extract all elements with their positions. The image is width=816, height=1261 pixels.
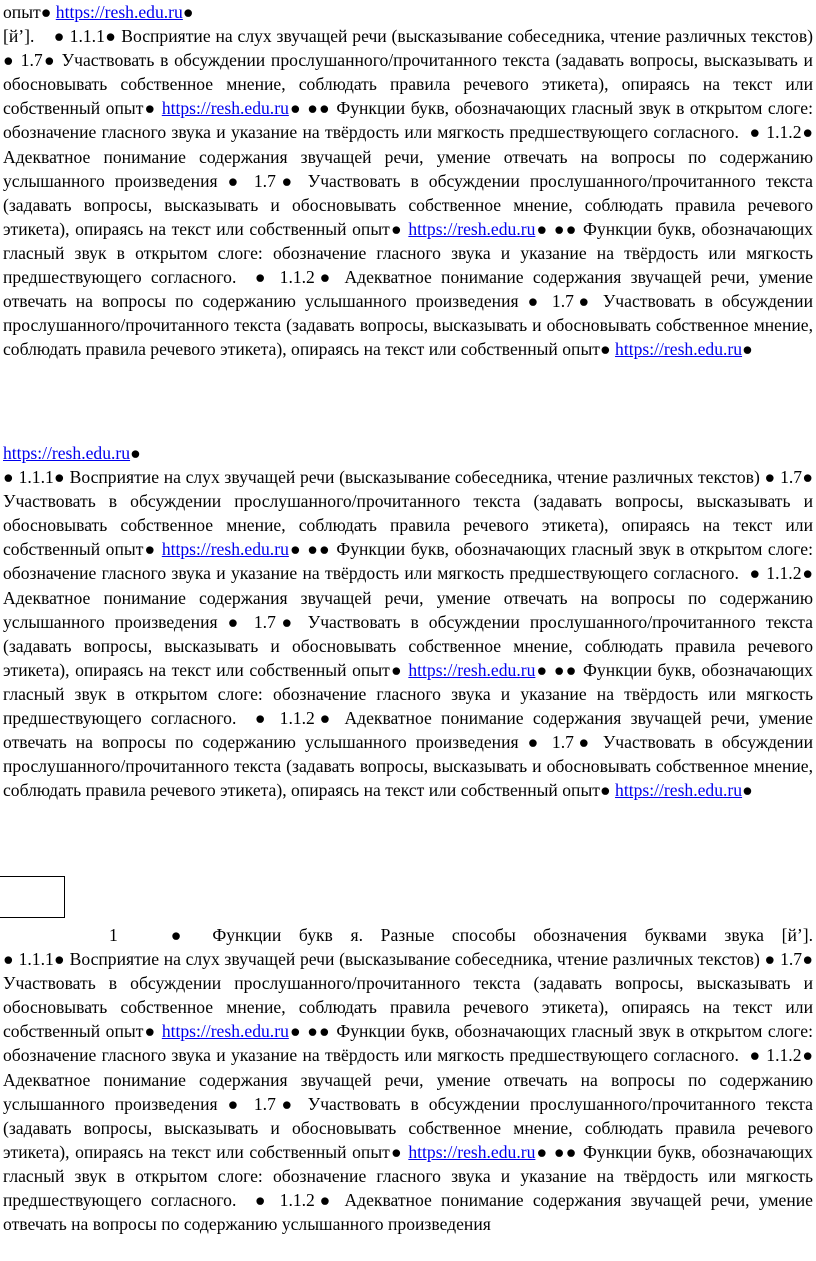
bullet-icon: ●: [749, 122, 761, 143]
bullet-icon: ●: [749, 563, 761, 584]
text-block-bottom: [3, 923, 813, 1236]
bullet-icon: ●: [53, 467, 65, 488]
text: опыт: [105, 1021, 144, 1042]
bullet-icon: ●: [227, 1093, 244, 1114]
text-block-middle: [3, 441, 813, 802]
bullet-icon: ●: [599, 780, 611, 801]
bullet-icon: ●: [801, 1045, 814, 1066]
code-label: 1.7: [551, 732, 574, 753]
text: Адекватное понимание содержания звучащей речи, умение отвечать на вопросы по содержанию услышанного произведения: [3, 146, 813, 191]
bullet-icon: ●: [170, 925, 195, 945]
resh-link[interactable]: https://resh.edu.ru: [161, 1021, 289, 1042]
bullet-icon: ●: [104, 26, 117, 47]
text: Участвовать в обсуждении прослушанного/прочитанного текста (задавать вопросы, высказывать и обосновывать собственное мнение, соблюдать правила речевого этикета), опираясь на текст или собственный: [3, 170, 813, 239]
text: опыт: [105, 539, 144, 560]
bullet-icon: ●: [3, 50, 15, 71]
code-label: 1.1.1: [69, 26, 105, 47]
bullet-icon: ●: [565, 659, 578, 680]
bullet-icon: ●: [143, 1021, 157, 1042]
code-label: 1.1.2: [279, 267, 315, 288]
bullet-icon: ●: [801, 122, 814, 143]
code-label: 1.1.1: [18, 949, 54, 970]
resh-link[interactable]: https://resh.edu.ru: [615, 780, 743, 801]
text: опыт: [3, 2, 41, 22]
code-label: 1.7: [253, 1093, 276, 1114]
text: Восприятие на слух звучащей речи (высказывание собеседника, чтение различных текстов): [69, 949, 760, 970]
bullet-icon: ●: [143, 98, 157, 119]
bullet-icon: ●: [227, 611, 244, 632]
bullet-icon: ●: [573, 732, 594, 753]
bullet-icon: ●: [288, 98, 302, 119]
resh-link[interactable]: https://resh.edu.ru: [55, 2, 183, 22]
resh-link[interactable]: https://resh.edu.ru: [408, 218, 536, 239]
code-label: 1.7: [780, 949, 803, 970]
bullet-icon: ●: [314, 708, 336, 729]
text: Функции букв, обозначающих гласный звук в открытом слоге: обозначение гласного звука и указание на твёрдость или мягкость предшествующего согласного.: [3, 659, 813, 729]
resh-link[interactable]: https://resh.edu.ru: [408, 1141, 536, 1162]
bullet-icon: ●: [42, 50, 56, 71]
bullet-icon: ●: [3, 467, 14, 488]
resh-link[interactable]: https://resh.edu.ru: [408, 659, 536, 680]
bullet-icon: ●: [288, 1021, 302, 1042]
paragraph: [3, 441, 813, 802]
text: Участвовать в обсуждении прослушанного/прочитанного текста (задавать вопросы, высказывать и обосновывать собственное мнение, соблюдать правила речевого этикета), опираясь на текст или собственный: [3, 50, 813, 119]
text: Участвовать в обсуждении прослушанного/прочитанного текста (задавать вопросы, высказывать и обосновывать собственное мнение, соблюдать правила речевого этикета), опираясь на текст или собственный: [3, 973, 813, 1042]
bullet-icon: ●: [527, 732, 543, 753]
bullet-icon: ●: [553, 659, 566, 680]
row-number: 1: [108, 925, 118, 945]
text: Функции букв, обозначающих гласный звук в открытом слоге: обозначение гласного звука и указание на твёрдость или мягкость предшествующего согласного.: [3, 218, 813, 288]
text: Участвовать в обсуждении прослушанного/прочитанного текста (задавать вопросы, высказывать и обосновывать собственное мнение, соблюдать правила речевого этикета), опираясь на текст или собственный опыт: [3, 732, 813, 801]
bullet-icon: ●: [143, 539, 157, 560]
bullet-icon: ●: [565, 1141, 578, 1162]
bullet-icon: ●: [535, 1141, 549, 1162]
text: Адекватное понимание содержания звучащей речи, умение отвечать на вопросы по содержанию услышанного произведения: [3, 708, 813, 753]
bullet-icon: ●: [553, 1141, 566, 1162]
bullet-icon: ●: [749, 1045, 761, 1066]
text: опыт: [352, 218, 390, 239]
bullet-icon: ●: [319, 1021, 331, 1042]
code-label: 1.7: [780, 467, 803, 488]
text-block-top: [3, 0, 813, 361]
code-label: 1.1.2: [279, 708, 315, 729]
paragraph: [3, 0, 813, 361]
text: Восприятие на слух звучащей речи (высказывание собеседника, чтение различных текстов): [69, 467, 760, 488]
code-label: 1.7: [253, 611, 276, 632]
table-cell-box: [0, 876, 65, 918]
resh-link[interactable]: https://resh.edu.ru: [615, 339, 743, 360]
bullet-icon: ●: [3, 949, 14, 970]
bullet-icon: ●: [288, 539, 302, 560]
bullet-icon: ●: [53, 949, 65, 970]
bullet-icon: ●: [802, 949, 813, 970]
bullet-icon: ●: [227, 170, 244, 191]
bullet-icon: ●: [565, 218, 578, 239]
bullet-icon: ●: [40, 2, 52, 22]
bullet-icon: ●: [764, 949, 776, 970]
text: Участвовать в обсуждении прослушанного/прочитанного текста (задавать вопросы, высказывать и обосновывать собственное мнение, соблюдать правила речевого этикета), опираясь на текст или собственный: [3, 611, 813, 680]
text: Функции букв, обозначающих гласный звук в открытом слоге: обозначение гласного звука и указание на твёрдость или мягкость предшествующего согласного.: [3, 539, 813, 584]
code-label: 1.1.2: [766, 1045, 802, 1066]
bullet-icon: ●: [130, 443, 141, 463]
text: опыт: [352, 1141, 390, 1162]
bullet-icon: ●: [275, 611, 298, 632]
text: Адекватное понимание содержания звучащей речи, умение отвечать на вопросы по содержанию услышанного произведения: [3, 267, 813, 312]
text: Участвовать в обсуждении прослушанного/прочитанного текста (задавать вопросы, высказывать и обосновывать собственное мнение, соблюдать правила речевого этикета), опираясь на текст или собственный: [3, 1093, 813, 1162]
bullet-icon: ●: [307, 539, 320, 560]
bullet-icon: ●: [254, 1190, 271, 1211]
bullet-icon: ●: [599, 339, 611, 360]
bullet-icon: ●: [389, 218, 403, 239]
bullet-icon: ●: [314, 1190, 336, 1211]
bullet-icon: ●: [53, 26, 65, 47]
text: Восприятие на слух звучащей речи (высказывание собеседника, чтение различных текстов): [121, 26, 813, 47]
text: Адекватное понимание содержания звучащей речи, умение отвечать на вопросы по содержанию услышанного произведения: [3, 587, 813, 632]
text: Функции букв, обозначающих гласный звук в открытом слоге: обозначение гласного звука и указание на твёрдость или мягкость предшествующего согласного.: [3, 1141, 813, 1211]
bullet-icon: ●: [307, 98, 320, 119]
code-label: 1.7: [20, 50, 43, 71]
text: опыт: [105, 98, 144, 119]
bullet-icon: ●: [573, 291, 594, 312]
bullet-icon: ●: [275, 170, 298, 191]
paragraph: [3, 923, 813, 1236]
bullet-icon: ●: [389, 1141, 403, 1162]
text: Участвовать в обсуждении прослушанного/прочитанного текста (задавать вопросы, высказывать и обосновывать собственное мнение, соблюдать правила речевого этикета), опираясь на текст или собственный: [3, 491, 813, 560]
code-label: 1.1.2: [766, 122, 802, 143]
bullet-icon: ●: [801, 563, 814, 584]
bullet-icon: ●: [314, 267, 336, 288]
text: Адекватное понимание содержания звучащей речи, умение отвечать на вопросы по содержанию услышанного произведения: [3, 1069, 813, 1114]
text: Адекватное понимание содержания звучащей речи, умение отвечать на вопросы по содержанию услышанного произведения: [3, 1190, 813, 1235]
bullet-icon: ●: [535, 659, 549, 680]
bullet-icon: ●: [764, 467, 776, 488]
bullet-icon: ●: [553, 218, 566, 239]
bullet-icon: ●: [307, 1021, 320, 1042]
bullet-icon: ●: [535, 218, 549, 239]
bullet-icon: ●: [182, 2, 194, 22]
text: Функции букв я. Разные способы обозначения буквами звука [й’].: [212, 925, 814, 945]
text: Функции букв, обозначающих гласный звук в открытом слоге: обозначение гласного звука и указание на твёрдость или мягкость предшествующего согласного.: [3, 1021, 813, 1066]
code-label: 1.1.1: [18, 467, 54, 488]
resh-link[interactable]: https://resh.edu.ru: [161, 98, 289, 119]
text: опыт: [352, 659, 390, 680]
bullet-icon: ●: [527, 291, 543, 312]
bullet-icon: ●: [275, 1093, 298, 1114]
bullet-icon: ●: [389, 659, 403, 680]
text: Функции букв, обозначающих гласный звук в открытом слоге: обозначение гласного звука и указание на твёрдость или мягкость предшествующего согласного.: [3, 98, 813, 143]
row-header: [3, 923, 813, 947]
code-label: 1.1.2: [279, 1190, 315, 1211]
text: [й’].: [3, 26, 35, 47]
bullet-icon: ●: [319, 98, 331, 119]
code-label: 1.7: [551, 291, 574, 312]
resh-link[interactable]: https://resh.edu.ru: [161, 539, 289, 560]
bullet-icon: ●: [319, 539, 331, 560]
code-label: 1.7: [253, 170, 276, 191]
text: Участвовать в обсуждении прослушанного/прочитанного текста (задавать вопросы, высказывать и обосновывать собственное мнение, соблюдать правила речевого этикета), опираясь на текст или собственный опыт: [3, 291, 813, 360]
resh-link[interactable]: https://resh.edu.ru: [3, 443, 131, 463]
bullet-icon: ●: [254, 708, 271, 729]
bullet-icon: ●: [254, 267, 271, 288]
code-label: 1.1.2: [766, 563, 802, 584]
bullet-icon: ●: [742, 339, 753, 360]
bullet-icon: ●: [742, 780, 753, 801]
bullet-icon: ●: [802, 467, 813, 488]
